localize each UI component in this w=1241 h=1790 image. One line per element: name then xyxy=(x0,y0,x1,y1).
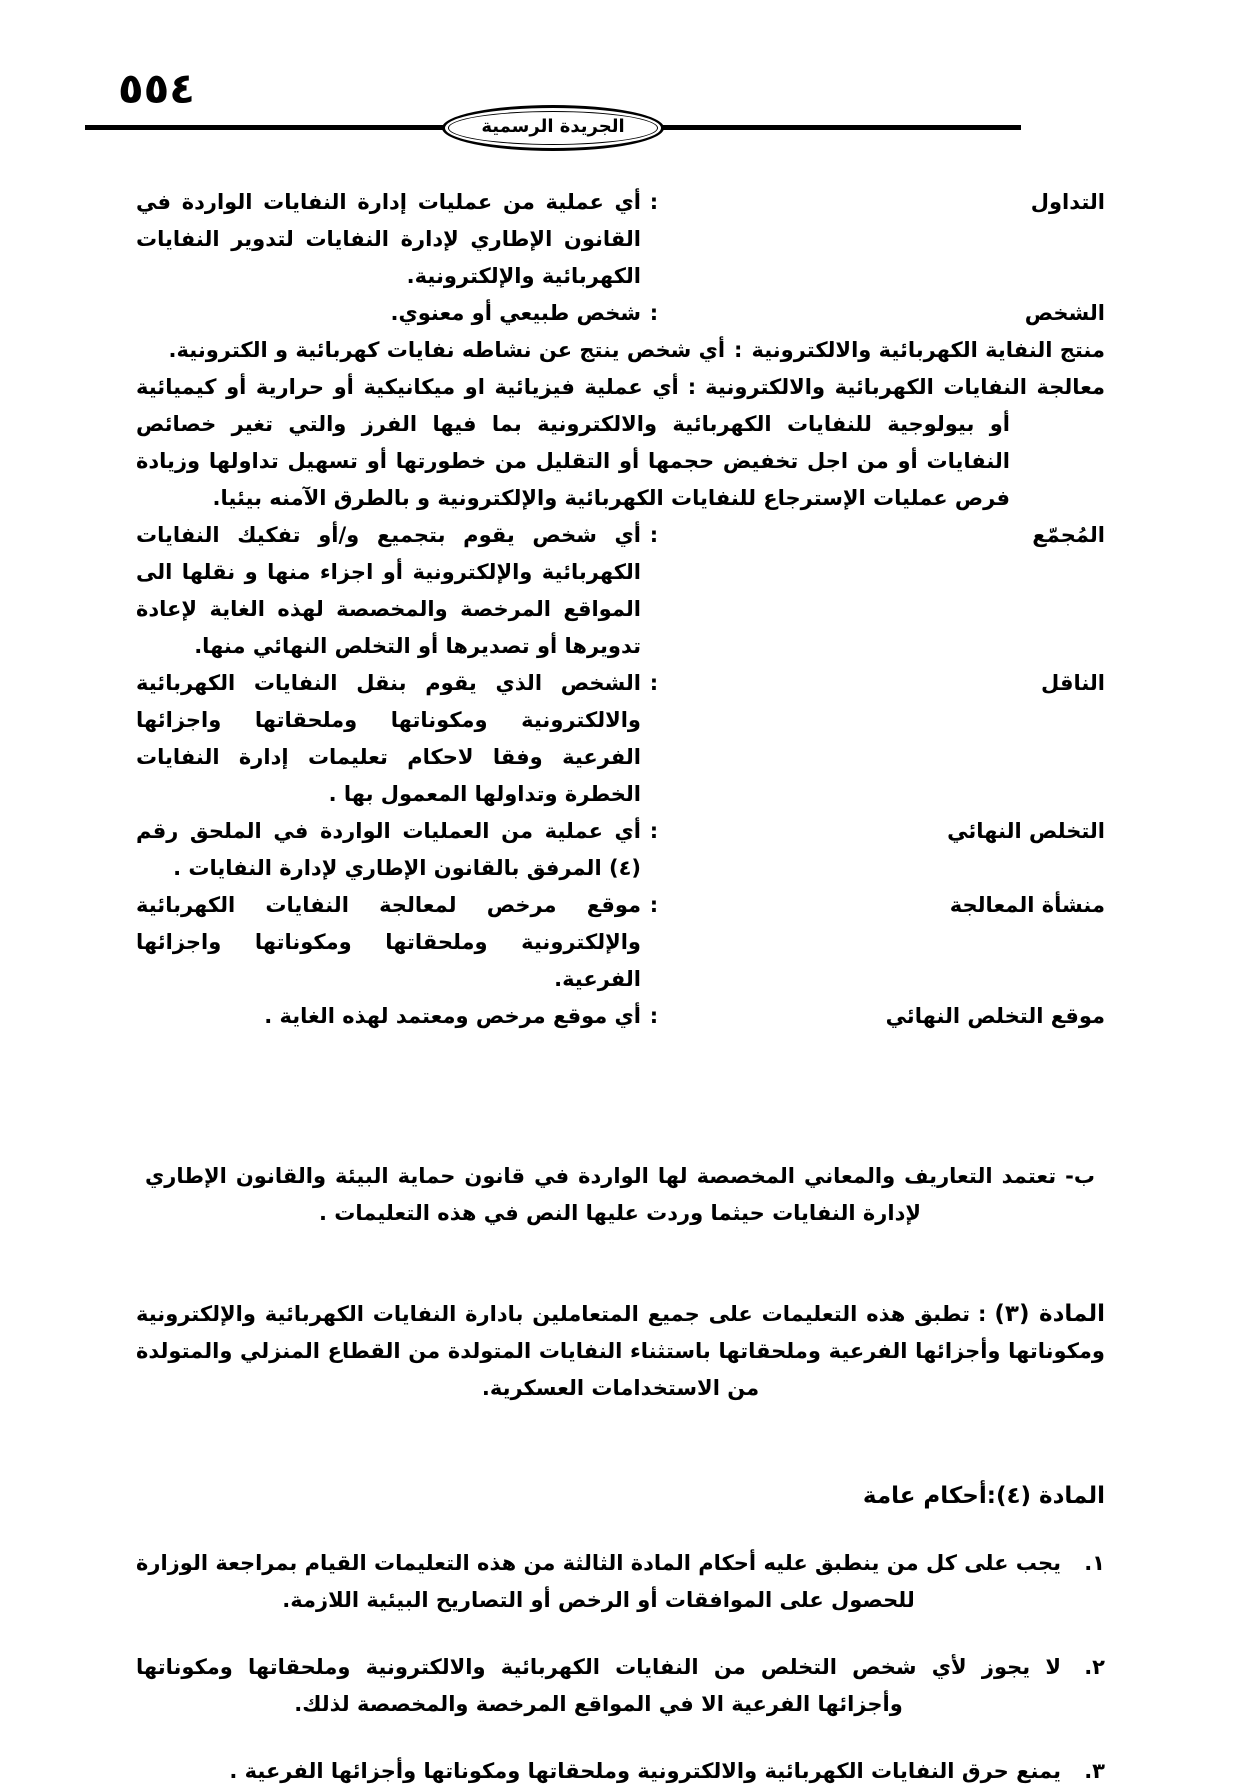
article-4-item-2 xyxy=(136,1649,1105,1723)
article-4-item-1 xyxy=(136,1545,1105,1619)
item-number: ٣. xyxy=(1084,1759,1105,1783)
definition-term: الشخص xyxy=(1024,301,1105,325)
definition-row-treatment xyxy=(136,369,1105,517)
definition-text: أي موقع مرخص ومعتمد لهذه الغاية . xyxy=(264,1004,641,1028)
gazette-badge-label: الجريدة الرسمية xyxy=(481,116,625,137)
definition-colon: : xyxy=(649,301,659,325)
definition-term: التخلص النهائي xyxy=(947,819,1105,843)
definition-text: موقع مرخص لمعالجة النفايات الكهربائية والإلكترونية وملحقاتها ومكوناتها واجزائها الفرعية. xyxy=(136,893,641,991)
clause-b-section xyxy=(145,1158,1095,1232)
definition-colon: : xyxy=(649,893,659,917)
definition-term: معالجة النفايات الكهربائية والالكترونية xyxy=(705,375,1105,399)
definition-row-final-disposal xyxy=(136,813,1105,887)
definition-term: منشأة المعالجة xyxy=(949,893,1105,917)
definition-colon: : xyxy=(734,338,743,362)
article-3-section xyxy=(136,1296,1105,1407)
definition-term: المُجمّع xyxy=(1032,523,1105,547)
definition-term: موقع التخلص النهائي xyxy=(885,1004,1105,1028)
article-4-heading: المادة (٤):أحكام عامة xyxy=(862,1483,1105,1509)
article-3-colon: : xyxy=(978,1302,987,1326)
article-4-item-3 xyxy=(136,1753,1105,1790)
definition-row-disposal-site xyxy=(136,998,1105,1035)
definition-term: التداول xyxy=(1030,190,1105,214)
article-3-paragraph xyxy=(136,1296,1105,1407)
definition-row-treatment-facility xyxy=(136,887,1105,998)
definition-colon: : xyxy=(649,1004,659,1028)
definition-row-tadawul xyxy=(136,184,1105,295)
item-text: لا يجوز لأي شخص التخلص من النفايات الكهربائية والالكترونية وملحقاتها ومكوناتها وأجزائها الفرعية الا في المواقع المرخصة والمخصصة لذلك. xyxy=(136,1655,1061,1716)
definition-term: منتج النفاية الكهربائية والالكترونية xyxy=(751,338,1105,362)
item-text: يجب على كل من ينطبق عليه أحكام المادة الثالثة من هذه التعليمات القيام بمراجعة الوزارة للحصول على الموافقات أو الرخص أو التصاريح البيئية اللازمة. xyxy=(136,1551,1061,1612)
item-text: يمنع حرق النفايات الكهربائية والالكترونية وملحقاتها ومكوناتها وأجزائها الفرعية . xyxy=(229,1759,1061,1783)
definition-row-producer xyxy=(136,332,1105,369)
article-4-section xyxy=(136,1478,1105,1790)
definition-text: أي عملية من العمليات الواردة في الملحق رقم (٤) المرفق بالقانون الإطاري لإدارة النفايات . xyxy=(136,819,641,880)
article-3-text: تطبق هذه التعليمات على جميع المتعاملين بادارة النفايات الكهربائية والإلكترونية ومكوناتها وأجزائها الفرعية وملحقاتها باستثناء النفايات المتولدة من القطاع المنزلي والمتولدة من الاستخدامات العسكرية. xyxy=(136,1302,1105,1400)
definition-row-shakhs xyxy=(136,295,1105,332)
definition-text: أي شخص يقوم بتجميع و/أو تفكيك النفايات الكهربائية والإلكترونية أو اجزاء منها و نقلها الى المواقع المرخصة والمخصصة لهذه الغاية لإعادة تدويرها أو تصديرها أو التخلص النهائي منها. xyxy=(136,523,641,658)
page-number: ٥٥٤ xyxy=(118,64,195,113)
definition-text: الشخص الذي يقوم بنقل النفايات الكهربائية والالكترونية ومكوناتها وملحقاتها واجزائها الفرعية وفقا لاحكام تعليمات إدارة النفايات الخطرة وتداولها المعمول بها . xyxy=(136,671,641,806)
header-rule xyxy=(85,116,1021,137)
definition-text: أي عملية من عمليات إدارة النفايات الواردة في القانون الإطاري لإدارة النفايات لتدوير النفايات الكهربائية والإلكترونية. xyxy=(136,190,641,288)
item-number: ١. xyxy=(1084,1551,1105,1575)
definitions-list xyxy=(136,184,1105,1035)
definition-text: أي عملية فيزيائية او ميكانيكية أو حرارية أو كيميائية أو بيولوجية للنفايات الكهربائية والالكترونية بما فيها الفرز والتي تغير خصائص النفايات أو من اجل تخفيض حجمها أو التقليل من خطورتها أو تسهيل تداولها وزيادة فرص عمليات الإسترجاع للنفايات الكهربائية والإلكترونية و بالطرق الآمنه بيئيا. xyxy=(136,375,1010,510)
article-3-label: المادة (٣) xyxy=(994,1301,1105,1327)
definition-colon: : xyxy=(649,523,659,547)
definition-colon: : xyxy=(687,375,697,399)
definition-row-transporter xyxy=(136,665,1105,813)
definition-row-collector xyxy=(136,517,1105,665)
clause-b-text: ب- تعتمد التعاريف والمعاني المخصصة لها الواردة في قانون حماية البيئة والقانون الإطاري لإدارة النفايات حيثما وردت عليها النص في هذه التعليمات . xyxy=(145,1164,1095,1225)
definition-colon: : xyxy=(649,819,659,843)
item-number: ٢. xyxy=(1084,1655,1105,1679)
definition-colon: : xyxy=(649,671,659,695)
definition-colon: : xyxy=(649,190,659,214)
definition-term: الناقل xyxy=(1040,671,1105,695)
definition-text: أي شخص ينتج عن نشاطه نفايات كهربائية و الكترونية. xyxy=(168,338,726,362)
gazette-badge xyxy=(442,105,664,151)
definition-text: شخص طبيعي أو معنوي. xyxy=(390,301,641,325)
